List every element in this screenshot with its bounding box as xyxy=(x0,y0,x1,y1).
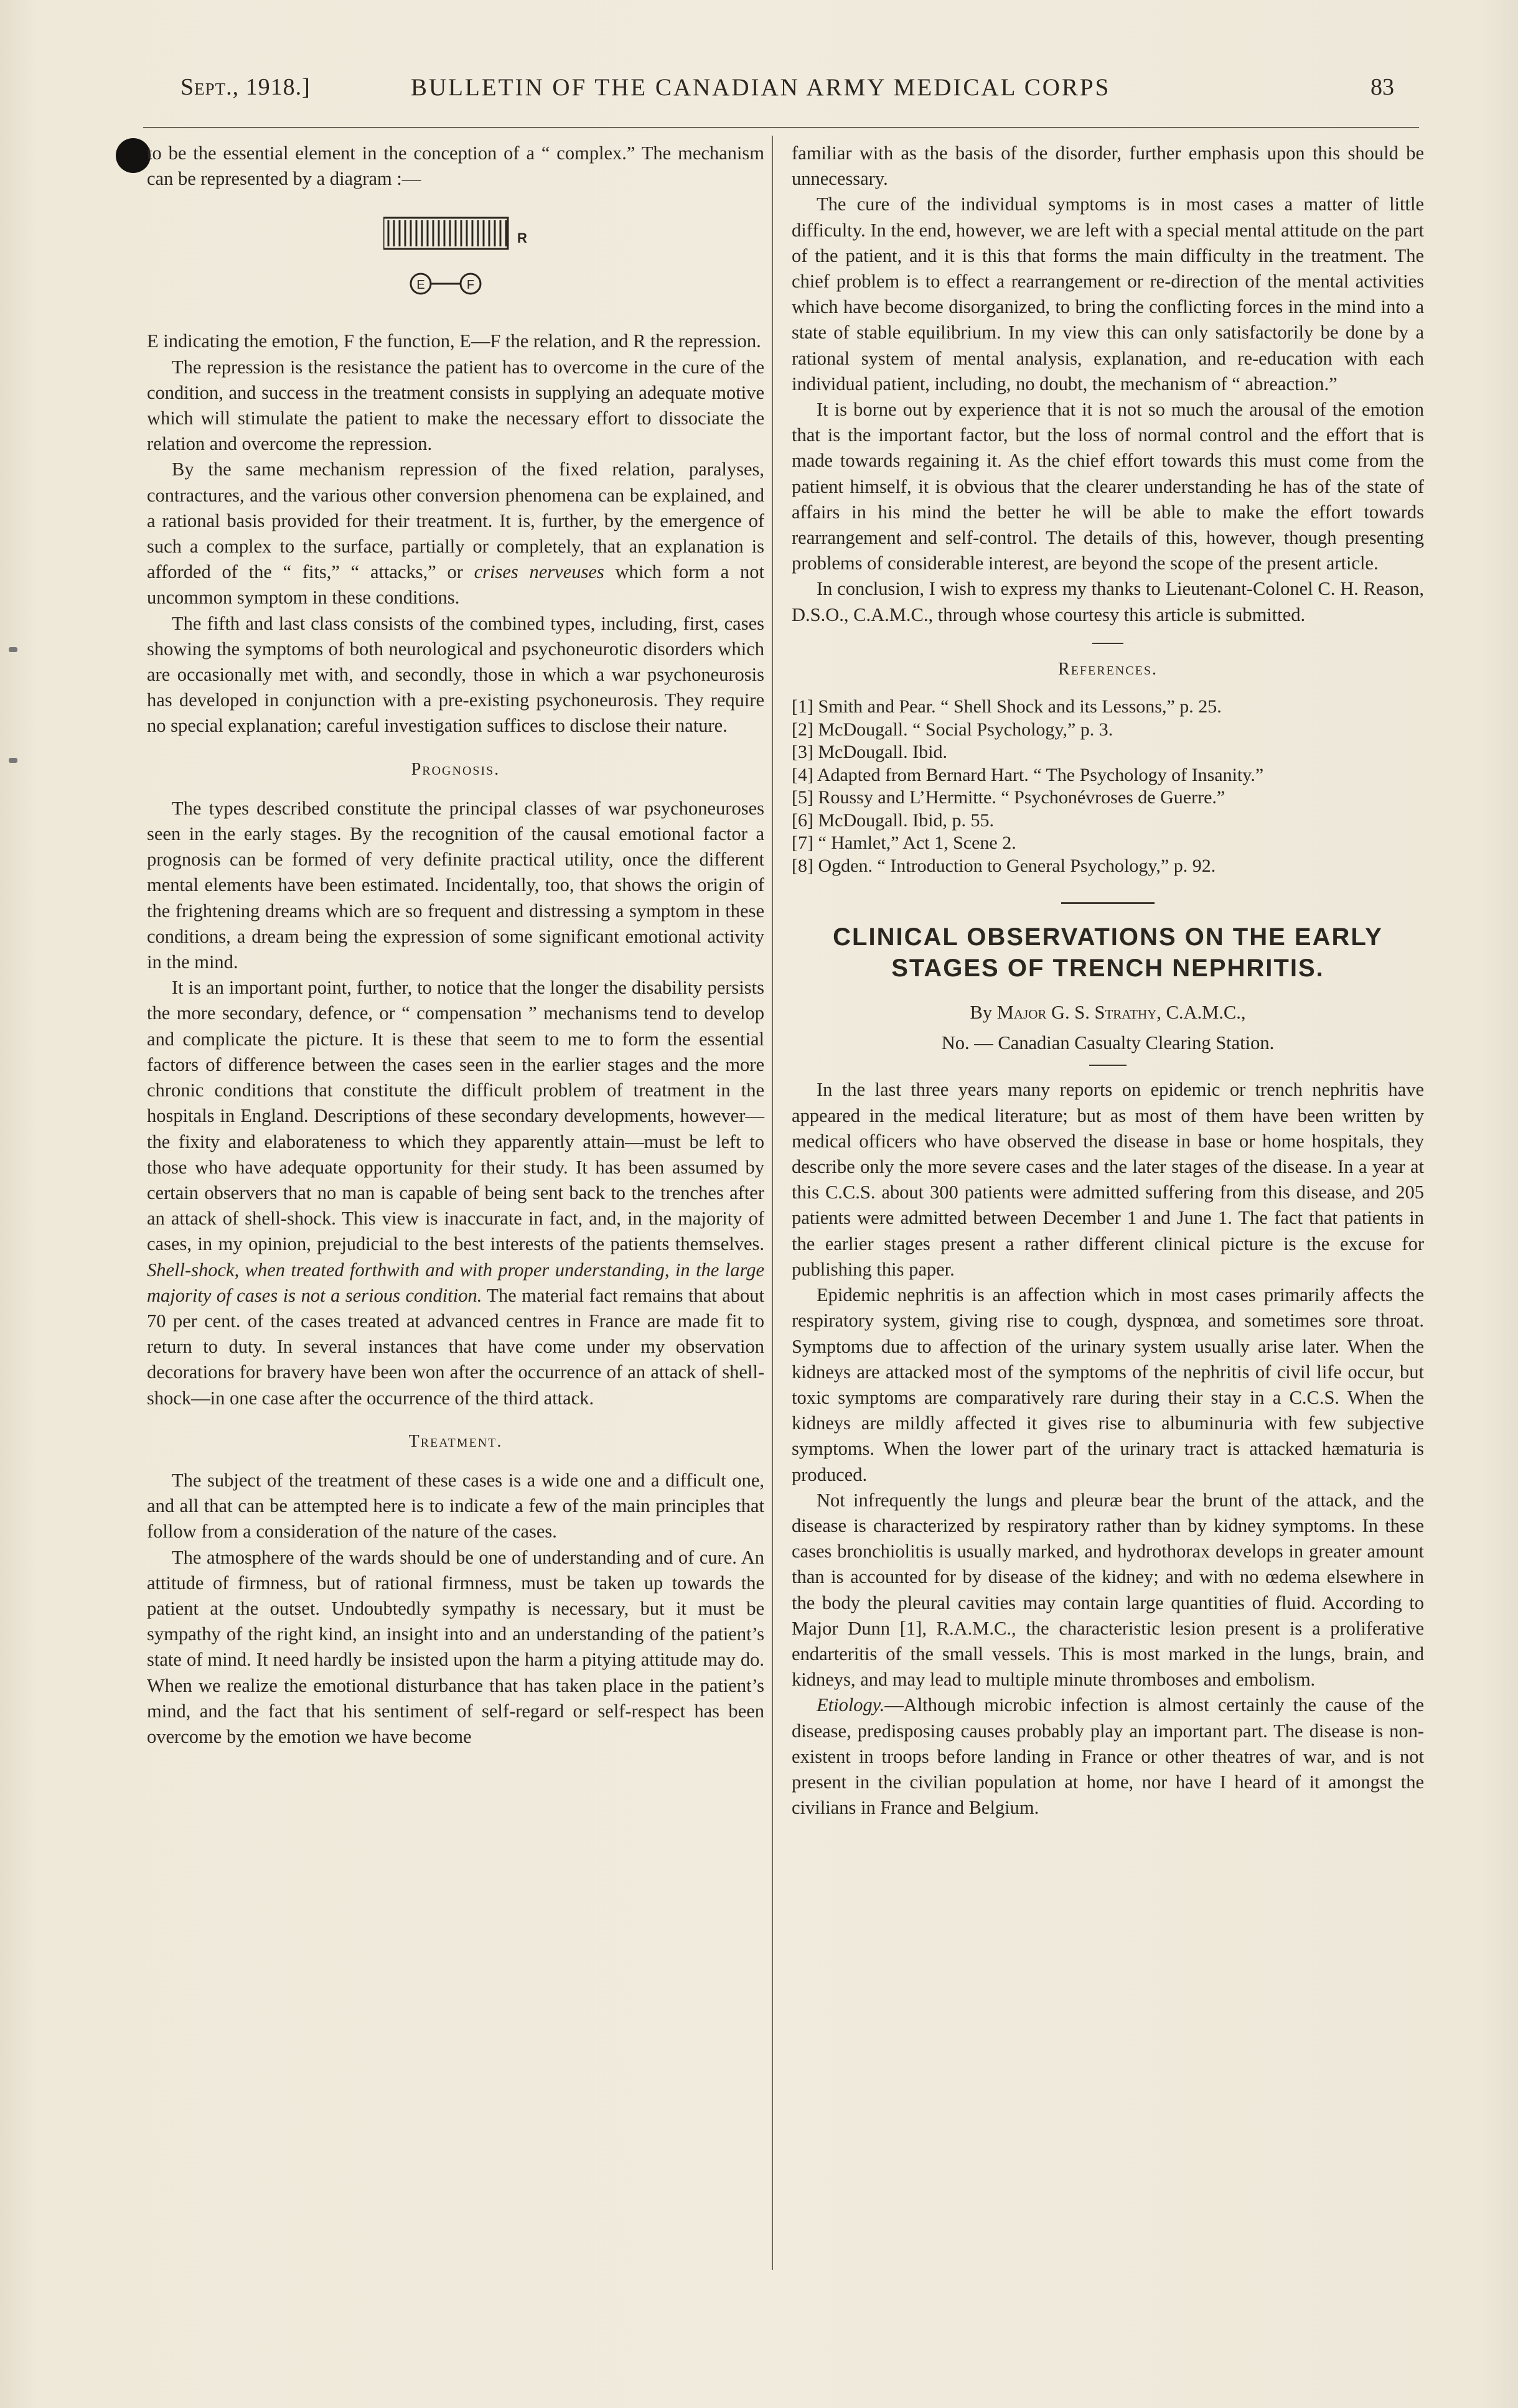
paragraph: Not infrequently the lungs and pleuræ bear the brunt of the attack, and the disease is characterized by respiratory rather than by kidney symptoms. In these cases bronchiolitis is usually marked, and hydrothorax develops in greater amount than is accounted for by disease of the kidney; and with no œdema elsewhere in the body the pleural cavities may contain large quantities of fluid. According to Major Dunn [1], R.A.M.C., the characteristic lesion present is a proliferative endarteritis of the small vessels. This is most marked in the lungs, brain, and kidneys, and may lead to multiple minute thromboses and embolism. xyxy=(792,1489,1424,1691)
paragraph: The fifth and last class consists of the combined types, including, first, cases showing the symptoms of both neurological and psychoneurotic disorders which are occasionally met with, and secondly, those in which a war psychoneurosis has developed in conjunction with a pre-existing psychoneurosis. They require no special explanation; careful investigation suffices to disclose their nature. xyxy=(147,612,764,737)
header-date: Sept., 1918.] xyxy=(180,74,311,100)
reference-item: [4] Adapted from Bernard Hart. “ The Psychology of Insanity.” xyxy=(792,764,1264,785)
section-heading-prognosis: Prognosis. xyxy=(411,759,500,779)
paragraph: E indicating the emotion, F the function, E—F the relation, and R the repression. xyxy=(147,330,761,352)
article-title-line: CLINICAL OBSERVATIONS ON THE EARLY xyxy=(833,923,1383,951)
reference-item: [2] McDougall. “ Social Psychology,” p. 3. xyxy=(792,719,1113,740)
reference-item: [7] “ Hamlet,” Act 1, Scene 2. xyxy=(792,833,1016,854)
margin-mark xyxy=(9,758,17,763)
references-list xyxy=(792,696,1424,877)
page-number: 83 xyxy=(1370,74,1394,100)
station: No. — Canadian Casualty Clearing Station. xyxy=(941,1032,1275,1054)
section-heading-references: References. xyxy=(1058,659,1158,679)
paragraph: Etiology.—Although microbic infection is almost certainly the cause of the disease, predisposing causes probably play an important part. The disease is non-existent in troops before landing in France or other theatres of war, and is not present in the civilian population at home, nor have I heard of it amongst the civilians in France and Belgium. xyxy=(792,1694,1424,1819)
reference-item: [1] Smith and Pear. “ Shell Shock and its Lessons,” p. 25. xyxy=(792,696,1222,717)
article-title xyxy=(792,922,1424,984)
paragraph: The types described constitute the principal classes of war psychoneuroses seen in the early stages. By the recognition of the causal emotional factor a prognosis can be formed of very definite practical utility, once the different mental elements have been estimated. Incidentally, too, that shows the origin of the frightening dreams which are so frequent and distressing a symptom in these conditions, a dream being the expression of some significant emotional activity in the mind. xyxy=(147,797,764,973)
paragraph: In conclusion, I wish to express my thanks to Lieutenant-Colonel C. H. Reason, D.S.O., C.A.M.C., through whose courtesy this article is submitted. xyxy=(792,578,1424,625)
paragraph: In the last three years many reports on epidemic or trench nephritis have appeared in the medical literature; but as most of them have been written by medical officers who have observed the disease in base or home hospitals, they describe only the more severe cases and the later stages of the disease. In a year at this C.C.S. about 300 patients were admitted suffering from this disease, and 205 patients were admitted between December 1 and June 1. The fact that patients in the earlier stages present a rather different clinical picture is the excuse for publishing this paper. xyxy=(792,1079,1424,1280)
paragraph: to be the essential element in the conception of a “ complex.” The mechanism can be represented by a diagram :— xyxy=(147,142,764,190)
byline: By Major G. S. Strathy, C.A.M.C., xyxy=(970,1002,1246,1024)
article-title-line: STAGES OF TRENCH NEPHRITIS. xyxy=(891,954,1324,982)
complex-diagram xyxy=(147,210,764,304)
paragraph: The subject of the treatment of these cases is a wide one and a difficult one, and all that can be attempted here is to indicate a few of the main principles that follow from a consideration of the nature of the cases. xyxy=(147,1469,764,1542)
journal-title: BULLETIN OF THE CANADIAN ARMY MEDICAL CORPS xyxy=(411,74,1111,101)
label-e: E xyxy=(416,278,425,292)
column-divider xyxy=(772,136,773,2270)
reference-item: [6] McDougall. Ibid, p. 55. xyxy=(792,810,994,831)
paragraph: familiar with as the basis of the disorder, further emphasis upon this should be unnecessary. xyxy=(792,142,1424,190)
paragraph: By the same mechanism repression of the fixed relation, paralyses, contractures, and the various other conversion phenomena can be explained, and a rational basis provided for their treatment. It is, further, by the emergence of such a complex to the surface, partially or completely, that an explanation is afforded of the “ fits,” “ attacks,” or crises nerveuses which form a not uncommon symptom in these conditions. xyxy=(147,459,764,609)
reference-item: [8] Ogden. “ Introduction to General Psychology,” p. 92. xyxy=(792,855,1216,876)
paragraph: Epidemic nephritis is an affection which in most cases primarily affects the respiratory system, giving rise to cough, dyspnœa, and sometimes sore throat. Symptoms due to affection of the urinary system usually arise later. When the kidneys are attacked most of the symptoms of the nephritis of civil life occur, but toxic symptoms are comparatively rare during their stay in a C.C.S. When the kidneys are mildly affected it gives rise to albuminuria with few subjective symptoms. When the lower part of the urinary tract is attacked hæmaturia is produced. xyxy=(792,1284,1424,1485)
divider xyxy=(1092,643,1123,644)
left-column xyxy=(147,141,764,1750)
article-separator xyxy=(1061,902,1155,904)
section-heading-treatment: Treatment. xyxy=(408,1431,503,1451)
reference-item: [3] McDougall. Ibid. xyxy=(792,742,947,763)
paragraph: It is an important point, further, to notice that the longer the disability persists the more secondary, defence, or “ compensation ” mechanisms tend to develop and complicate the picture. It is these that seem to me to form the essential factors of difference between the cases seen in the earlier stages and the more chronic conditions that constitute the difficult problem of treatment in the hospitals in England. Descriptions of these secondary developments, however—the fixity and elaborateness to which they apparently attain—must be left to those who have adequate opportunity for their study. It has been assumed by certain observers that no man is capable of being sent back to the trenches after an attack of shell-shock. This view is inaccurate in fact, and, in the majority of cases, in my opinion, prejudicial to the best interests of the patients themselves. Shell-shock, when treated forthwith and with proper understanding, in the large majority of cases is not a serious condition. The material fact remains that about 70 per cent. of the cases treated at advanced centres in France are made fit to return to duty. In several instances that have come under my observation decorations for bravery have been won after the occurrence of an attack of shell-shock—in one case after the occurrence of the third attack. xyxy=(147,977,764,1409)
divider xyxy=(1089,1065,1127,1066)
label-r: R xyxy=(517,230,527,246)
paragraph: The repression is the resistance the patient has to overcome in the cure of the condition, and success in the treatment consists in supplying an adequate motive which will stimulate the patient to make the necessary effort to dissociate the relation and overcome the repression. xyxy=(147,356,764,455)
header-rule xyxy=(143,127,1419,128)
paragraph: The atmosphere of the wards should be one of understanding and of cure. An attitude of firmness, but of rational firmness, must be taken up towards the patient at the outset. Undoubtedly sympathy is necessary, but it must be sympathy of the right kind, an insight into and an understanding of the patient’s state of mind. It need hardly be insisted upon the harm a pitying attitude may do. When we realize the emotional disturbance that has taken place in the patient’s mind, and the fact that his sentiment of self-regard or self-respect has been overcome by the emotion we have become xyxy=(147,1546,764,1747)
paragraph: The cure of the individual symptoms is in most cases a matter of little difficulty. In the end, however, we are left with a special mental attitude on the part of the patient, and it is this that forms the main difficulty in the treatment. The chief problem is to effect a rearrangement or re-direction of the mental activities which have become disorganized, to bring the conflicting forces in the mind into a state of stable equilibrium. In my view this can only satisfactorily be done by a rational system of mental analysis, explanation, and re-education with each individual patient, including, no doubt, the mechanism of “ abreaction.” xyxy=(792,194,1424,394)
paragraph: It is borne out by experience that it is not so much the arousal of the emotion that is the important factor, but the loss of normal control and the effort that is made towards regaining it. As the chief effort towards this must come from the patient himself, it is obvious that the clearer understanding he has of the state of affairs in his mind the better he will be able to make the effort towards rearrangement and self-control. The details of this, however, though presenting problems of considerable interest, are beyond the scope of the present article. xyxy=(792,399,1424,574)
right-column xyxy=(792,141,1424,1821)
punch-hole xyxy=(116,138,151,173)
running-header xyxy=(174,73,1407,111)
diagram-graphic xyxy=(383,210,545,304)
margin-mark xyxy=(9,647,17,652)
label-f: F xyxy=(466,278,475,292)
reference-item: [5] Roussy and L’Hermitte. “ Psychonévroses de Guerre.” xyxy=(792,787,1225,808)
